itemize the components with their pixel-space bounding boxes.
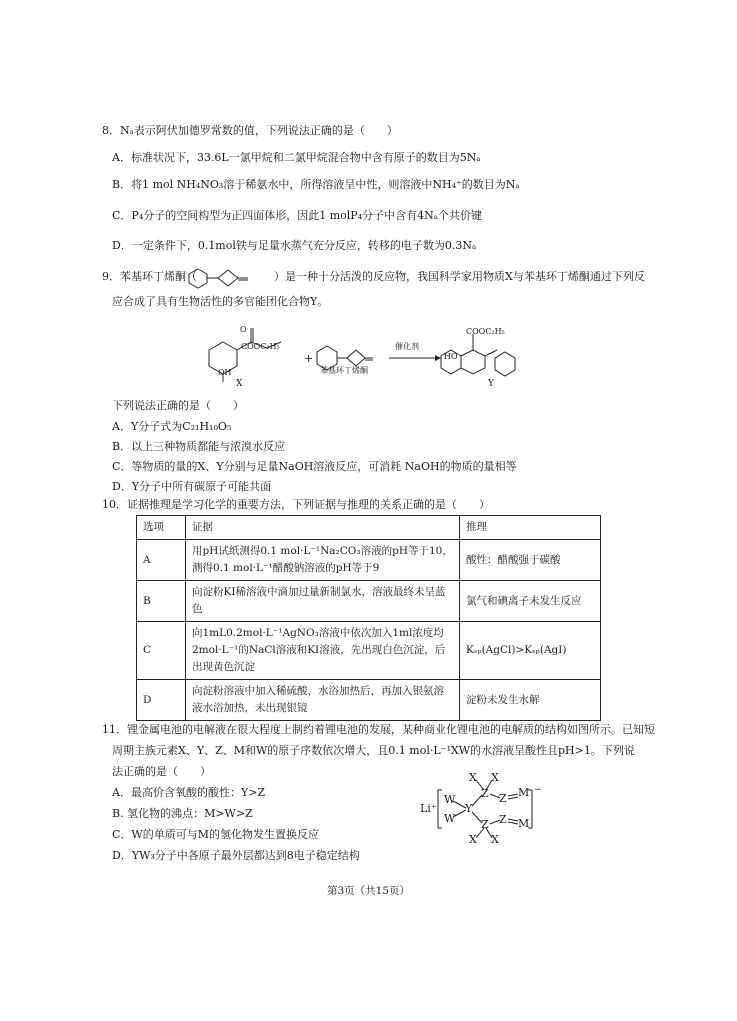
table-row <box>137 622 601 680</box>
y-ester-group: COOC₂H₅ <box>466 327 505 336</box>
row-evidence: 用pH试纸测得0.1 mol·L⁻¹Na₂CO₃溶液的pH等于10，测得0.1 mol·L⁻¹醋酸钠溶液的pH等于9 <box>186 540 460 581</box>
row-option: D <box>137 680 186 721</box>
q11-option-c: C．W的单质可与M的氢化物发生置换反应 <box>112 828 319 841</box>
x-hydroxyl: OH <box>218 368 232 377</box>
row-option: B <box>137 581 186 622</box>
row-inference: 淀粉未发生水解 <box>460 680 601 721</box>
row-option: C <box>137 622 186 680</box>
q8-option-c: C．P₄分子的空间构型为正四面体形，因此1 molP₄分子中含有4Nₐ个共价键 <box>112 209 482 222</box>
q8-option-d: D．一定条件下，0.1mol铁与足量水蒸气充分反应，转移的电子数为0.3Nₐ <box>112 239 477 252</box>
catalyst-label: 催化剂 <box>395 342 419 351</box>
row-evidence: 向1mL0.2mol·L⁻¹AgNO₃溶液中依次加入1ml浓度均2mol·L⁻¹的NaCl溶液和KI溶液，先出现白色沉淀，后出现黄色沉淀 <box>186 622 460 680</box>
row-evidence: 向淀粉KI稀溶液中滴加过量新制氯水，溶液最终未呈蓝色 <box>186 581 460 622</box>
atom-x-3: X <box>469 833 477 846</box>
x-ketone-oxygen: O <box>240 325 247 334</box>
phenylcyclobutenone-label: 苯基环丁烯酮 <box>320 366 368 375</box>
atom-x-1: X <box>469 771 477 784</box>
electrolyte-structure <box>420 770 550 848</box>
atom-z-upper: Z <box>481 787 489 800</box>
q11-option-d: D．YW₃分子中各原子最外层都达到8电子稳定结构 <box>112 849 360 862</box>
q11-stem-line2: 周期主族元素X、Y、Z、M和W的原子序数依次增大，且0.1 mol·L⁻¹XW的水溶液呈酸性且pH>1。下列说 <box>112 744 635 757</box>
q9-option-c: C．等物质的量的X、Y分别与足量NaOH溶液反应，可消耗 NaOH的物质的量相等 <box>112 460 517 473</box>
table-row <box>137 540 601 581</box>
atom-z-lower-right: Z <box>499 813 507 826</box>
row-inference: 酸性：醋酸强于碳酸 <box>460 540 601 581</box>
q9-stem-line1: 9．苯基环丁烯酮（ ）是一种十分活泼的反应物，我国科学家用物质X与苯基环丁烯酮通过下列反 <box>102 270 645 283</box>
atom-z-lower: Z <box>481 818 489 831</box>
y-hydroxyl: HO <box>444 352 458 361</box>
q9-stem-line2: 应合成了具有生物活性的多官能团化合物Y。 <box>112 295 329 308</box>
q8-stem: 8．Nₐ表示阿伏加德罗常数的值，下列说法正确的是（ ） <box>102 124 398 137</box>
atom-x-2: X <box>491 771 499 784</box>
x-label: X <box>236 379 243 389</box>
q11-stem-line1: 11．锂金属电池的电解液在很大程度上制约着锂电池的发展，某种商业化锂电池的电解质的结构如图所示。已知短 <box>102 723 655 736</box>
atom-z-upper-right: Z <box>499 792 507 805</box>
table-header-row <box>137 516 601 540</box>
atom-x-4: X <box>491 833 499 846</box>
x-ester-group: COOC₂H₅ <box>241 342 280 351</box>
structure-bonds <box>420 770 550 848</box>
q11-stem-line3: 法正确的是（ ） <box>112 765 211 778</box>
plus-sign: + <box>304 352 314 365</box>
row-option: A <box>137 540 186 581</box>
li-cation: Li⁺ <box>420 802 437 815</box>
atom-m-lower: M <box>518 817 530 830</box>
q10-stem: 10．证据推理是学习化学的重要方法，下列证据与推理的关系正确的是（ ） <box>102 498 490 511</box>
atom-w-upper: W <box>444 793 456 806</box>
atom-m-upper: M <box>518 786 530 799</box>
q8-option-a: A．标准状况下，33.6L一氯甲烷和二氯甲烷混合物中含有原子的数目为5Nₐ <box>112 151 481 164</box>
header-option: 选项 <box>137 516 186 540</box>
q11-option-b: B. 氢化物的沸点：M>W>Z <box>112 807 253 820</box>
row-inference: 氯气和碘离子未发生反应 <box>460 581 601 622</box>
atom-w-lower: W <box>444 812 456 825</box>
q9-prompt: 下列说法正确的是（ ） <box>112 399 244 412</box>
atom-y: Y <box>465 802 473 815</box>
q9-option-b: B．以上三种物质都能与浓溴水反应 <box>112 440 286 453</box>
row-inference: Kₛₚ(AgCl)>Kₛₚ(AgI) <box>460 622 601 680</box>
anion-charge: − <box>534 785 542 795</box>
header-inference: 推理 <box>460 516 601 540</box>
header-evidence: 证据 <box>186 516 460 540</box>
table-row <box>137 680 601 721</box>
q9-option-d: D．Y分子中所有碳原子可能共面 <box>112 480 272 493</box>
q11-option-a: A．最高价含氧酸的酸性：Y>Z <box>112 786 266 799</box>
y-label: Y <box>488 379 494 389</box>
row-evidence: 向淀粉溶液中加入稀硫酸，水浴加热后，再加入银氨溶液水浴加热，未出现银镜 <box>186 680 460 721</box>
evidence-table <box>136 515 601 721</box>
page-footer: 第3页（共15页） <box>326 885 411 897</box>
table-row <box>137 581 601 622</box>
q9-option-a: A．Y分子式为C₂₁H₁₀O₅ <box>112 420 232 433</box>
q8-option-b: B．将1 mol NH₄NO₃溶于稀氨水中，所得溶液呈中性，则溶液中NH₄⁺的数目为Nₐ <box>112 178 520 191</box>
phenylcyclobutenone-structure <box>184 266 262 290</box>
